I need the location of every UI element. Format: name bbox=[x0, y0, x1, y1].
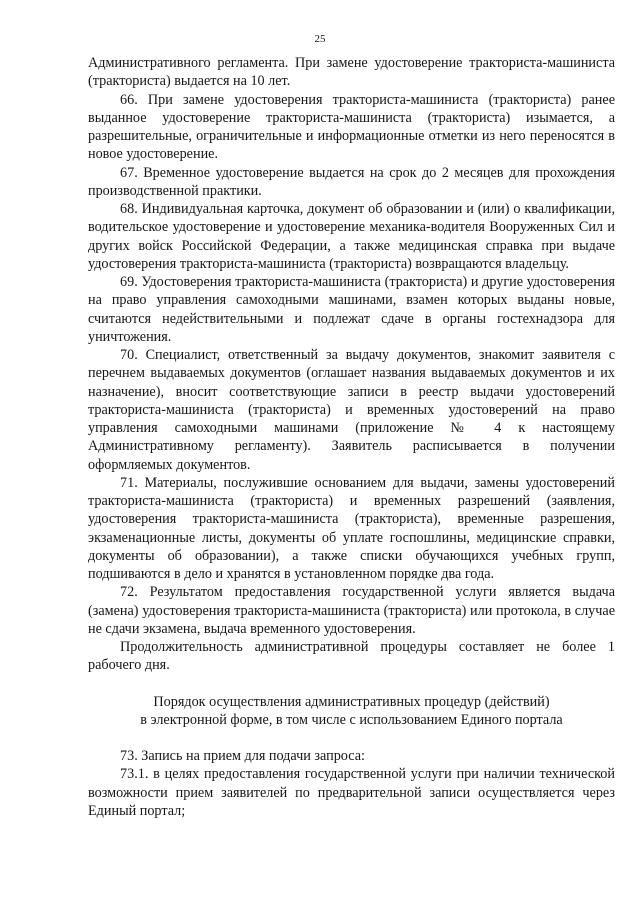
paragraph-68: 68. Индивидуальная карточка, документ об образовании и (или) о квалификации, водительское удостоверение и удостоверение механика-водителя Вооруженных Сил и других войск Российской Федерации, а также медицинская справка при выдаче удостоверения тракториста-машиниста (тракториста) возвращаются владельцу. bbox=[88, 201, 615, 272]
page-number: 25 bbox=[314, 33, 326, 45]
section-heading-line-1: Порядок осуществления административных процедур (действий) bbox=[153, 693, 550, 710]
section-heading-line-2: в электронной форме, в том числе с использованием Единого портала bbox=[140, 711, 563, 728]
paragraph-66: 66. При замене удостоверения тракториста-машиниста (тракториста) ранее выданное удостоверение тракториста-машиниста (тракториста) изымается, а разрешительные, ограничительные и информационные отметки из него переносятся в новое удостоверение. bbox=[88, 91, 615, 163]
section-heading bbox=[88, 693, 615, 730]
paragraph-71: 71. Материалы, послужившие основанием для выдачи, замены удостоверений тракториста-машиниста (тракториста) и временных разрешений (заявления, удостоверения тракториста-машиниста (тракториста), временные разрешения, экзаменационные листы, документы об уплате госпошлины, медицинские справки, документы об образовании), а также списки обучающихся учебных групп, подшиваются в дело и хранятся в установленном порядке два года. bbox=[88, 474, 615, 582]
paragraph-continuation: Административного регламента. При замене удостоверение тракториста-машиниста (тракториста) выдается на 10 лет. bbox=[88, 55, 615, 90]
paragraph-67: 67. Временное удостоверение выдается на срок до 2 месяцев для прохождения производственной практики. bbox=[88, 164, 615, 199]
paragraph-duration: Продолжительность административной процедуры составляет не более 1 рабочего дня. bbox=[88, 639, 615, 674]
paragraph-69: 69. Удостоверения тракториста-машиниста (тракториста) и другие удостоверения на право управления самоходными машинами, взамен которых выданы новые, считаются недействительными и подлежат сдаче в органы гостехнадзора для уничтожения. bbox=[88, 274, 615, 345]
paragraph-73-1: 73.1. в целях предоставления государственной услуги при наличии технической возможности прием заявителей по предварительной записи осуществляется через Единый портал; bbox=[88, 766, 615, 819]
document-body bbox=[88, 54, 615, 820]
paragraph-72: 72. Результатом предоставления государственной услуги является выдача (замена) удостоверения тракториста-машиниста (тракториста) или протокола, в случае не сдачи экзамена, выдача временного удостоверения. bbox=[88, 584, 615, 637]
paragraph-73: 73. Запись на прием для подачи запроса: bbox=[120, 748, 365, 764]
paragraph-70: 70. Специалист, ответственный за выдачу документов, знакомит заявителя с перечнем выдаваемых документов (оглашает названия выдаваемых документов и их назначение), вносит соответствующие записи в реестр выдачи удостоверений тракториста-машиниста (тракториста) и временных удостоверений на право управления самоходными машинами (приложение № 4 к настоящему Административному регламенту). Заявитель расписывается в получении оформляемых документов. bbox=[88, 347, 615, 473]
